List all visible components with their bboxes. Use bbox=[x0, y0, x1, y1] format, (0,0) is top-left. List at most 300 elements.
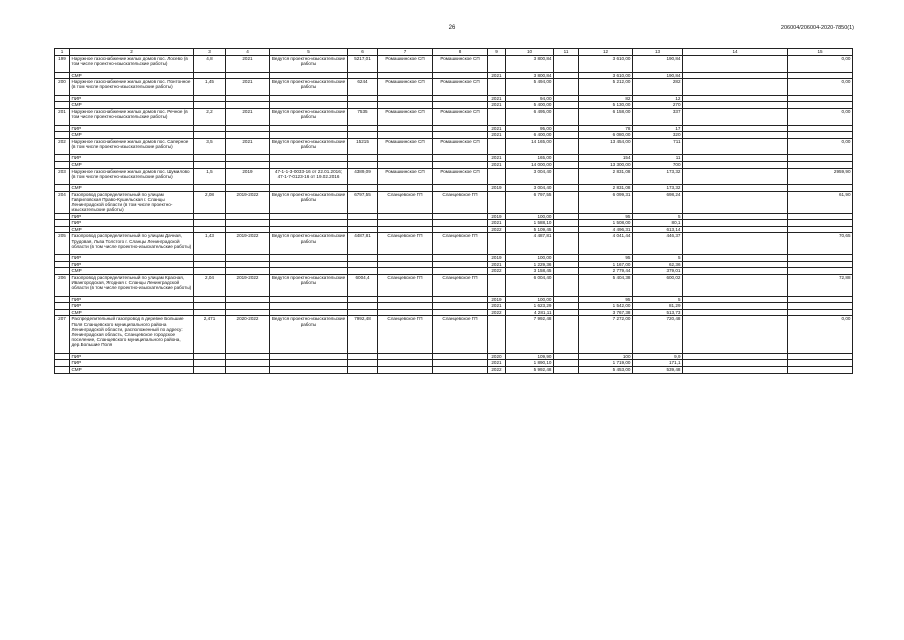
customer-cell: Сланцевское ГП bbox=[433, 191, 488, 213]
customer-cell: Сланцевское ГП bbox=[433, 233, 488, 255]
year-cell bbox=[488, 168, 506, 185]
year-cell: 2021 bbox=[488, 132, 506, 139]
table-cell bbox=[348, 161, 378, 168]
cell-11 bbox=[554, 56, 579, 73]
year-cell bbox=[488, 274, 506, 296]
row-number: 205 bbox=[55, 233, 70, 255]
total-cell: 3 158,45 bbox=[506, 268, 554, 275]
table-cell bbox=[433, 102, 488, 109]
row-number bbox=[55, 72, 70, 79]
column-number: 1 bbox=[55, 49, 70, 56]
table-cell bbox=[378, 72, 433, 79]
total-cell: 165,00 bbox=[506, 155, 554, 162]
total-cell: 1 588,10 bbox=[506, 220, 554, 227]
total-cell: 14 165,00 bbox=[506, 138, 554, 155]
table-cell bbox=[433, 72, 488, 79]
table-cell bbox=[378, 220, 433, 227]
cell-11 bbox=[554, 274, 579, 296]
row-number bbox=[55, 303, 70, 310]
table-cell bbox=[194, 268, 226, 275]
table-cell bbox=[433, 309, 488, 316]
table-cell bbox=[433, 360, 488, 367]
row-number bbox=[55, 353, 70, 360]
cell-15 bbox=[788, 296, 853, 303]
work-type: СМР bbox=[70, 309, 194, 316]
table-row bbox=[55, 191, 853, 213]
cell-13: 711 bbox=[633, 138, 683, 155]
cell-11 bbox=[554, 316, 579, 353]
work-type: ПИР bbox=[70, 360, 194, 367]
cell-13: 5 bbox=[633, 213, 683, 220]
cell-12: 2 831,08 bbox=[579, 168, 633, 185]
cell-12: 78 bbox=[579, 125, 633, 132]
table-cell bbox=[270, 155, 348, 162]
table-cell bbox=[270, 360, 348, 367]
table-cell bbox=[270, 303, 348, 310]
column-number: 8 bbox=[433, 49, 488, 56]
work-type: ПИР bbox=[70, 95, 194, 102]
table-subrow bbox=[55, 296, 853, 303]
table-cell bbox=[226, 72, 270, 79]
cell-12: 4 041,44 bbox=[579, 233, 633, 255]
work-type: СМР bbox=[70, 185, 194, 192]
table-cell bbox=[194, 102, 226, 109]
status-cell: Ведутся проектно-изыскательские работы bbox=[270, 233, 348, 255]
total-cell: 6 797,55 bbox=[506, 191, 554, 213]
customer-cell: Ромашкинское СП bbox=[433, 56, 488, 73]
total-cell: 5 400,00 bbox=[506, 102, 554, 109]
table-cell bbox=[433, 95, 488, 102]
total-cell: 95,00 bbox=[506, 125, 554, 132]
column-number: 3 bbox=[194, 49, 226, 56]
cell-15 bbox=[788, 226, 853, 233]
table-cell bbox=[348, 261, 378, 268]
cell-14 bbox=[683, 316, 788, 353]
table-cell bbox=[270, 367, 348, 374]
owner-cell: Сланцевское ГП bbox=[378, 191, 433, 213]
table-row bbox=[55, 233, 853, 255]
cell-12: 82 bbox=[579, 95, 633, 102]
cell-13: 81,29 bbox=[633, 303, 683, 310]
table-cell bbox=[378, 226, 433, 233]
row-number: 200 bbox=[55, 79, 70, 96]
cell-15 bbox=[788, 360, 853, 367]
cell-13: 700 bbox=[633, 161, 683, 168]
cell-13: 513,73 bbox=[633, 309, 683, 316]
total-cell: 1 229,36 bbox=[506, 261, 554, 268]
length-cell: 1,45 bbox=[194, 79, 226, 96]
year-cell bbox=[488, 191, 506, 213]
cell-13: 173,32 bbox=[633, 185, 683, 192]
cell-13: 270 bbox=[633, 102, 683, 109]
cell-14 bbox=[683, 309, 788, 316]
table-cell bbox=[433, 213, 488, 220]
table-row bbox=[55, 274, 853, 296]
cell-11 bbox=[554, 296, 579, 303]
cell-13: 600,02 bbox=[633, 274, 683, 296]
table-cell bbox=[226, 367, 270, 374]
table-cell bbox=[270, 226, 348, 233]
work-type: ПИР bbox=[70, 261, 194, 268]
table-cell bbox=[226, 213, 270, 220]
status-cell: Ведутся проектно-изыскательские работы bbox=[270, 108, 348, 125]
cell-12: 95 bbox=[579, 296, 633, 303]
table-cell bbox=[433, 303, 488, 310]
work-type: СМР bbox=[70, 226, 194, 233]
cell-11 bbox=[554, 155, 579, 162]
table-cell bbox=[378, 309, 433, 316]
cell-15 bbox=[788, 161, 853, 168]
table-cell bbox=[194, 255, 226, 262]
length-cell: 2,471 bbox=[194, 316, 226, 353]
row-number bbox=[55, 309, 70, 316]
cell-11 bbox=[554, 185, 579, 192]
table-cell bbox=[226, 132, 270, 139]
table-cell bbox=[348, 125, 378, 132]
year-cell: 2021 bbox=[488, 220, 506, 227]
table-subrow bbox=[55, 72, 853, 79]
row-number bbox=[55, 220, 70, 227]
table-cell bbox=[433, 155, 488, 162]
length-cell: 4,8 bbox=[194, 56, 226, 73]
column-number: 13 bbox=[633, 49, 683, 56]
cell-15: 61,90 bbox=[788, 191, 853, 213]
year-cell: 2020 bbox=[488, 353, 506, 360]
object-name: Газопровод распределительный по улицам Гавриловская Право-Кушельская г. Сланцы Ленинградской области (в том числе проектно-изыскательские работы) bbox=[70, 191, 194, 213]
table-cell bbox=[378, 296, 433, 303]
year-cell bbox=[488, 56, 506, 73]
year-cell: 2021 bbox=[488, 155, 506, 162]
table-cell bbox=[226, 185, 270, 192]
cost-cell: 4487,81 bbox=[348, 233, 378, 255]
table-cell bbox=[270, 125, 348, 132]
table-subrow bbox=[55, 132, 853, 139]
cell-14 bbox=[683, 132, 788, 139]
total-cell: 4 487,81 bbox=[506, 233, 554, 255]
status-cell: Ведутся проектно-изыскательские работы bbox=[270, 191, 348, 213]
cell-15 bbox=[788, 72, 853, 79]
row-number bbox=[55, 161, 70, 168]
row-number bbox=[55, 185, 70, 192]
total-cell: 100,00 bbox=[506, 255, 554, 262]
table-cell bbox=[348, 360, 378, 367]
cell-14 bbox=[683, 274, 788, 296]
table-cell bbox=[226, 353, 270, 360]
table-row bbox=[55, 168, 853, 185]
cell-11 bbox=[554, 226, 579, 233]
object-name: Распределительный газопровод в деревне Большие Поля Сланцевского муниципального района Ленинградской области, расположенный по адресу: Ленинградская область, Сланцевское городское поселение, Сланцевского муниципального района, дер.Большие Поля bbox=[70, 316, 194, 353]
row-number bbox=[55, 261, 70, 268]
row-number: 207 bbox=[55, 316, 70, 353]
cell-11 bbox=[554, 161, 579, 168]
table-cell bbox=[226, 268, 270, 275]
total-cell: 100,00 bbox=[506, 213, 554, 220]
cell-12: 1 542,00 bbox=[579, 303, 633, 310]
cell-11 bbox=[554, 233, 579, 255]
table-cell bbox=[378, 303, 433, 310]
table-cell bbox=[270, 309, 348, 316]
table-cell bbox=[226, 161, 270, 168]
table-subrow bbox=[55, 360, 853, 367]
table-cell bbox=[348, 226, 378, 233]
table-cell bbox=[226, 220, 270, 227]
row-number: 206 bbox=[55, 274, 70, 296]
cell-12: 13 454,00 bbox=[579, 138, 633, 155]
work-type: ПИР bbox=[70, 220, 194, 227]
column-number: 10 bbox=[506, 49, 554, 56]
table-cell bbox=[348, 185, 378, 192]
column-number: 11 bbox=[554, 49, 579, 56]
table-cell bbox=[433, 161, 488, 168]
year-cell: 2021 bbox=[488, 161, 506, 168]
cell-15 bbox=[788, 102, 853, 109]
total-cell: 109,90 bbox=[506, 353, 554, 360]
cell-11 bbox=[554, 125, 579, 132]
cell-15: 72,88 bbox=[788, 274, 853, 296]
row-number bbox=[55, 95, 70, 102]
cell-14 bbox=[683, 226, 788, 233]
cell-12: 3 767,38 bbox=[579, 309, 633, 316]
work-type: СМР bbox=[70, 132, 194, 139]
table-cell bbox=[194, 367, 226, 374]
cell-14 bbox=[683, 72, 788, 79]
total-cell: 100,00 bbox=[506, 296, 554, 303]
table-cell bbox=[378, 261, 433, 268]
cell-14 bbox=[683, 360, 788, 367]
object-name: Наружное газоснабжение жилых домов пос. Саперное (в том числе проектно-изыскательские работы) bbox=[70, 138, 194, 155]
column-number: 15 bbox=[788, 49, 853, 56]
year-cell bbox=[488, 316, 506, 353]
row-number bbox=[55, 125, 70, 132]
table-cell bbox=[226, 309, 270, 316]
cell-15 bbox=[788, 95, 853, 102]
status-cell: Ведутся проектно-изыскательские работы bbox=[270, 138, 348, 155]
table-cell bbox=[270, 72, 348, 79]
table-subrow bbox=[55, 185, 853, 192]
row-number bbox=[55, 226, 70, 233]
cell-12: 5 130,00 bbox=[579, 102, 633, 109]
table-cell bbox=[194, 125, 226, 132]
cell-13: 171,1 bbox=[633, 360, 683, 367]
table-subrow bbox=[55, 367, 853, 374]
cell-13: 80,1 bbox=[633, 220, 683, 227]
table-cell bbox=[194, 309, 226, 316]
table-cell bbox=[194, 353, 226, 360]
cell-11 bbox=[554, 72, 579, 79]
cell-15 bbox=[788, 261, 853, 268]
length-cell: 3,5 bbox=[194, 138, 226, 155]
year-cell: 2021 bbox=[488, 360, 506, 367]
table-row bbox=[55, 56, 853, 73]
owner-cell: Сланцевское ГП bbox=[378, 316, 433, 353]
table-cell bbox=[270, 220, 348, 227]
total-cell: 3 800,84 bbox=[506, 56, 554, 73]
table-subrow bbox=[55, 155, 853, 162]
table-cell bbox=[378, 367, 433, 374]
cost-cell: 6244 bbox=[348, 79, 378, 96]
row-number bbox=[55, 367, 70, 374]
cell-11 bbox=[554, 268, 579, 275]
cell-11 bbox=[554, 132, 579, 139]
cell-12: 13 300,00 bbox=[579, 161, 633, 168]
cell-14 bbox=[683, 79, 788, 96]
column-number: 2 bbox=[70, 49, 194, 56]
table-cell bbox=[270, 161, 348, 168]
owner-cell: Ромашкинское СП bbox=[378, 138, 433, 155]
row-number bbox=[55, 296, 70, 303]
cell-15: 0,00 bbox=[788, 79, 853, 96]
total-cell: 3 004,40 bbox=[506, 185, 554, 192]
table-cell bbox=[433, 367, 488, 374]
cell-14 bbox=[683, 108, 788, 125]
table-cell bbox=[270, 95, 348, 102]
total-cell: 6 004,40 bbox=[506, 274, 554, 296]
total-cell: 6 495,00 bbox=[506, 108, 554, 125]
cell-15 bbox=[788, 309, 853, 316]
year-cell: 2019 bbox=[488, 213, 506, 220]
table-cell bbox=[348, 132, 378, 139]
table-cell bbox=[378, 213, 433, 220]
total-cell: 7 992,48 bbox=[506, 316, 554, 353]
cell-11 bbox=[554, 353, 579, 360]
owner-cell: Сланцевское ГП bbox=[378, 274, 433, 296]
cell-12: 1 508,00 bbox=[579, 220, 633, 227]
cell-12: 4 496,31 bbox=[579, 226, 633, 233]
cell-13: 282 bbox=[633, 79, 683, 96]
cell-12: 2 831,08 bbox=[579, 185, 633, 192]
table-cell bbox=[433, 255, 488, 262]
table-cell bbox=[378, 125, 433, 132]
cell-12: 154 bbox=[579, 155, 633, 162]
row-number bbox=[55, 255, 70, 262]
cell-13: 173,32 bbox=[633, 168, 683, 185]
cell-12: 1 167,00 bbox=[579, 261, 633, 268]
customer-cell: Ромашкинское СП bbox=[433, 168, 488, 185]
object-name: Газопровод распределительный по улицам Дачная, Трудовая, Льва Толстого г. Сланцы Ленинградской области (в том числе проектно-изыскательские работы) bbox=[70, 233, 194, 255]
cell-14 bbox=[683, 255, 788, 262]
cell-13: 190,84 bbox=[633, 56, 683, 73]
owner-cell: Ромашкинское СП bbox=[378, 108, 433, 125]
cell-13: 320 bbox=[633, 132, 683, 139]
table-subrow bbox=[55, 125, 853, 132]
table-cell bbox=[378, 102, 433, 109]
year-cell: 2021 bbox=[488, 72, 506, 79]
cell-13: 17 bbox=[633, 125, 683, 132]
cell-11 bbox=[554, 191, 579, 213]
cell-13: 12 bbox=[633, 95, 683, 102]
table-cell bbox=[270, 213, 348, 220]
cell-15: 0,00 bbox=[788, 56, 853, 73]
cell-12: 95 bbox=[579, 255, 633, 262]
cost-cell: 7535 bbox=[348, 108, 378, 125]
customer-cell: Ромашкинское СП bbox=[433, 108, 488, 125]
status-cell: Ведутся проектно-изыскательские работы bbox=[270, 79, 348, 96]
table-subrow bbox=[55, 220, 853, 227]
work-type: ПИР bbox=[70, 213, 194, 220]
cell-13: 190,84 bbox=[633, 72, 683, 79]
table-row bbox=[55, 79, 853, 96]
table-cell bbox=[378, 268, 433, 275]
cell-12: 100 bbox=[579, 353, 633, 360]
table-cell bbox=[433, 220, 488, 227]
row-number bbox=[55, 360, 70, 367]
table-cell bbox=[270, 132, 348, 139]
table-cell bbox=[270, 185, 348, 192]
cell-13: 698,24 bbox=[633, 191, 683, 213]
year-cell bbox=[488, 79, 506, 96]
year-cell: 2022 bbox=[488, 226, 506, 233]
table-cell bbox=[226, 95, 270, 102]
table-cell bbox=[348, 155, 378, 162]
year-cell: 2021 bbox=[488, 102, 506, 109]
table-cell bbox=[194, 226, 226, 233]
row-number: 202 bbox=[55, 138, 70, 155]
owner-cell: Ромашкинское СП bbox=[378, 168, 433, 185]
cell-12: 6 158,00 bbox=[579, 108, 633, 125]
table-cell bbox=[378, 95, 433, 102]
table-cell bbox=[194, 185, 226, 192]
column-number-row bbox=[55, 49, 853, 56]
cost-cell: 4389,09 bbox=[348, 168, 378, 185]
row-number: 199 bbox=[55, 56, 70, 73]
period-cell: 2021 bbox=[226, 108, 270, 125]
table-cell bbox=[226, 155, 270, 162]
row-number bbox=[55, 213, 70, 220]
period-cell: 2019-2022 bbox=[226, 191, 270, 213]
period-cell: 2021 bbox=[226, 79, 270, 96]
cell-13: 5 bbox=[633, 296, 683, 303]
table-cell bbox=[378, 185, 433, 192]
table-cell bbox=[194, 72, 226, 79]
cell-13: 9,9 bbox=[633, 353, 683, 360]
table-row bbox=[55, 108, 853, 125]
cell-15: 2959,90 bbox=[788, 168, 853, 185]
total-cell: 3 800,84 bbox=[506, 72, 554, 79]
table-cell bbox=[194, 95, 226, 102]
year-cell: 2021 bbox=[488, 261, 506, 268]
table-cell bbox=[194, 296, 226, 303]
table-subrow bbox=[55, 95, 853, 102]
cell-14 bbox=[683, 353, 788, 360]
cell-14 bbox=[683, 161, 788, 168]
owner-cell: Ромашкинское СП bbox=[378, 79, 433, 96]
table-cell bbox=[194, 360, 226, 367]
table-cell bbox=[433, 296, 488, 303]
table-cell bbox=[226, 360, 270, 367]
cell-14 bbox=[683, 56, 788, 73]
year-cell: 2019 bbox=[488, 296, 506, 303]
cell-13: 337 bbox=[633, 108, 683, 125]
status-cell: Ведутся проектно-изыскательские работы bbox=[270, 316, 348, 353]
cell-11 bbox=[554, 102, 579, 109]
cell-11 bbox=[554, 168, 579, 185]
customer-cell: Сланцевское ГП bbox=[433, 316, 488, 353]
work-type: ПИР bbox=[70, 353, 194, 360]
table-subrow bbox=[55, 255, 853, 262]
table-cell bbox=[270, 296, 348, 303]
cell-13: 5 bbox=[633, 255, 683, 262]
cell-14 bbox=[683, 138, 788, 155]
table-cell bbox=[348, 95, 378, 102]
table-cell bbox=[194, 213, 226, 220]
page-number: 26 bbox=[448, 25, 456, 31]
table-cell bbox=[433, 261, 488, 268]
year-cell: 2019 bbox=[488, 255, 506, 262]
cell-11 bbox=[554, 138, 579, 155]
table-cell bbox=[270, 102, 348, 109]
cell-15 bbox=[788, 220, 853, 227]
cost-cell: 6797,55 bbox=[348, 191, 378, 213]
